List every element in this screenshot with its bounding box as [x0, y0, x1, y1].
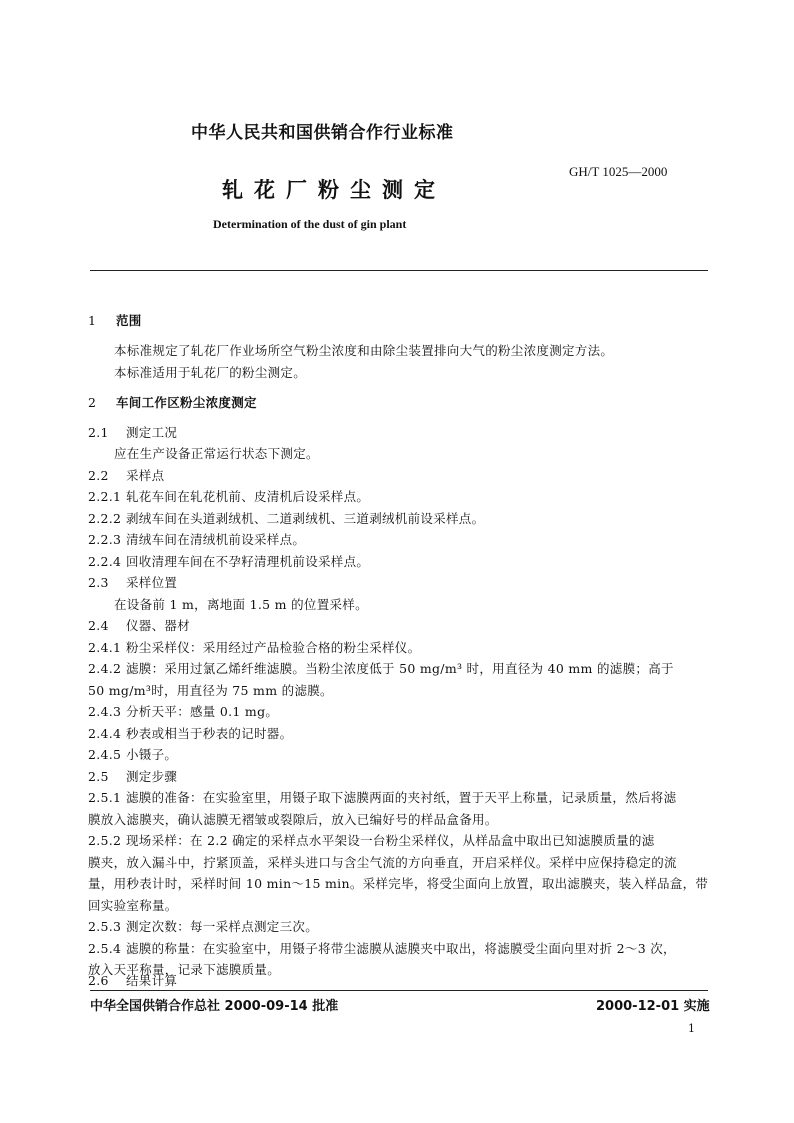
clause-text: 滤膜：采用过氯乙烯纤维滤膜。当粉尘浓度低于 50 mg/m³ 时，用直径为 40 mm 的滤膜；高于 — [126, 661, 674, 676]
clause-text-continued: 膜放入滤膜夹，确认滤膜无褶皱或裂隙后，放入已编好号的样品盒备用。 — [88, 812, 498, 827]
clause-number: 2.2.4 — [88, 554, 122, 569]
clause-2-4-3 — [88, 702, 278, 720]
clause-title: 仪器、器材 — [126, 618, 191, 633]
section-1-heading — [88, 311, 142, 329]
clause-text: 现场采样：在 2.2 确定的采样点水平架设一台粉尘采样仪，从样品盒中取出已知滤膜质量的滤 — [126, 833, 655, 848]
clause-title: 采样点 — [126, 468, 165, 483]
clause-2-5-4 — [88, 939, 676, 957]
clause-text: 清绒车间在清绒机前设采样点。 — [126, 532, 306, 547]
clause-number: 2.5.1 — [88, 790, 122, 805]
clause-2-2 — [88, 466, 164, 484]
clause-2-6 — [88, 971, 177, 989]
clause-number: 2.2.2 — [88, 511, 122, 526]
clause-text: 秒表或相当于秒表的记时器。 — [126, 726, 293, 741]
clause-number: 2.4.1 — [88, 640, 122, 655]
clause-2-4-1 — [88, 638, 420, 656]
header-divider — [90, 270, 708, 271]
clause-number: 2.5.2 — [88, 833, 122, 848]
approval-line: 中华全国供销合作总社 2000-09-14 批准 — [90, 999, 339, 1014]
clause-2-2-4 — [88, 552, 369, 570]
clause-text: 粉尘采样仪：采用经过产品检验合格的粉尘采样仪。 — [126, 640, 421, 655]
clause-title: 结果计算 — [126, 973, 178, 988]
clause-text-continued: 量，用秒表计时，采样时间 10 min～15 min。采样完毕，将受尘面向上放置，取出滤膜夹，装入样品盒，带 — [88, 876, 709, 891]
clause-number: 2.1 — [88, 425, 109, 440]
clause-2-4-4 — [88, 724, 292, 742]
clause-title: 测定步骤 — [126, 769, 178, 784]
paragraph: 在设备前 1 m，离地面 1.5 m 的位置采样。 — [114, 597, 368, 612]
footer-divider — [90, 990, 708, 991]
clause-number: 2.4 — [88, 618, 109, 633]
clause-2-5-3 — [88, 917, 318, 935]
clause-2-2-2 — [88, 509, 484, 527]
clause-text: 测定次数：每一采样点测定三次。 — [126, 919, 319, 934]
clause-text: 轧花车间在轧花机前、皮清机后设采样点。 — [126, 489, 370, 504]
section-number: 2 — [88, 395, 97, 410]
section-title: 车间工作区粉尘浓度测定 — [116, 395, 257, 410]
clause-number: 2.5.3 — [88, 919, 122, 934]
clause-text: 剥绒车间在头道剥绒机、二道剥绒机、三道剥绒机前设采样点。 — [126, 511, 485, 526]
clause-number: 2.3 — [88, 575, 109, 590]
paragraph: 本标准规定了轧花厂作业场所空气粉尘浓度和由除尘装置排向大气的粉尘浓度测定方法。 — [114, 343, 614, 358]
clause-2-5 — [88, 767, 177, 785]
clause-2-4 — [88, 616, 190, 634]
document-title-english: Determination of the dust of gin plant — [213, 217, 407, 231]
clause-title: 测定工况 — [126, 425, 178, 440]
clause-number: 2.4.3 — [88, 704, 122, 719]
implementation-date: 2000-12-01 实施 — [596, 999, 710, 1014]
clause-text: 小镊子。 — [126, 747, 178, 762]
clause-text: 回收清理车间在不孕籽清理机前设采样点。 — [126, 554, 370, 569]
clause-number: 2.4.4 — [88, 726, 122, 741]
section-2-heading — [88, 393, 257, 411]
document-title: 轧花厂粉尘测定 — [222, 178, 446, 202]
clause-text-continued: 放入天平称量，记录下滤膜质量。 — [88, 962, 281, 977]
clause-number: 2.6 — [88, 973, 109, 988]
clause-2-1 — [88, 423, 177, 441]
clause-2-5-1 — [88, 788, 676, 806]
clause-2-4-5 — [88, 745, 177, 763]
clause-text-continued: 50 mg/m³时，用直径为 75 mm 的滤膜。 — [88, 683, 333, 698]
clause-number: 2.5 — [88, 769, 109, 784]
section-title: 范围 — [116, 313, 142, 328]
clause-text-continued: 膜夹，放入漏斗中，拧紧顶盖，采样头进口与含尘气流的方向垂直，开启采样仪。采样中应保持稳定的流 — [88, 855, 677, 870]
page-number: 1 — [688, 1022, 695, 1035]
standard-code: GH/T 1025—2000 — [569, 164, 668, 179]
publisher-title: 中华人民共和国供销合作行业标准 — [191, 123, 454, 143]
clause-number: 2.4.2 — [88, 661, 122, 676]
clause-number: 2.2 — [88, 468, 109, 483]
clause-number: 2.5.4 — [88, 941, 122, 956]
clause-text: 分析天平：感量 0.1 mg。 — [126, 704, 279, 719]
clause-number: 2.2.3 — [88, 532, 122, 547]
clause-number: 2.2.1 — [88, 489, 122, 504]
clause-2-2-1 — [88, 487, 369, 505]
clause-2-2-3 — [88, 530, 305, 548]
section-number: 1 — [88, 313, 97, 328]
paragraph: 应在生产设备正常运行状态下测定。 — [114, 446, 319, 461]
clause-2-5-2 — [88, 831, 655, 849]
clause-number: 2.4.5 — [88, 747, 122, 762]
clause-text-continued: 回实验室称量。 — [88, 898, 178, 913]
clause-text: 滤膜的称量：在实验室中，用镊子将带尘滤膜从滤膜夹中取出，将滤膜受尘面向里对折 2～3 次， — [126, 941, 676, 956]
clause-text: 滤膜的准备：在实验室里，用镊子取下滤膜两面的夹衬纸，置于天平上称量，记录质量，然后将滤 — [126, 790, 677, 805]
clause-2-3 — [88, 573, 177, 591]
clause-2-4-2 — [88, 659, 674, 677]
clause-title: 采样位置 — [126, 575, 178, 590]
paragraph: 本标准适用于轧花厂的粉尘测定。 — [114, 365, 307, 380]
